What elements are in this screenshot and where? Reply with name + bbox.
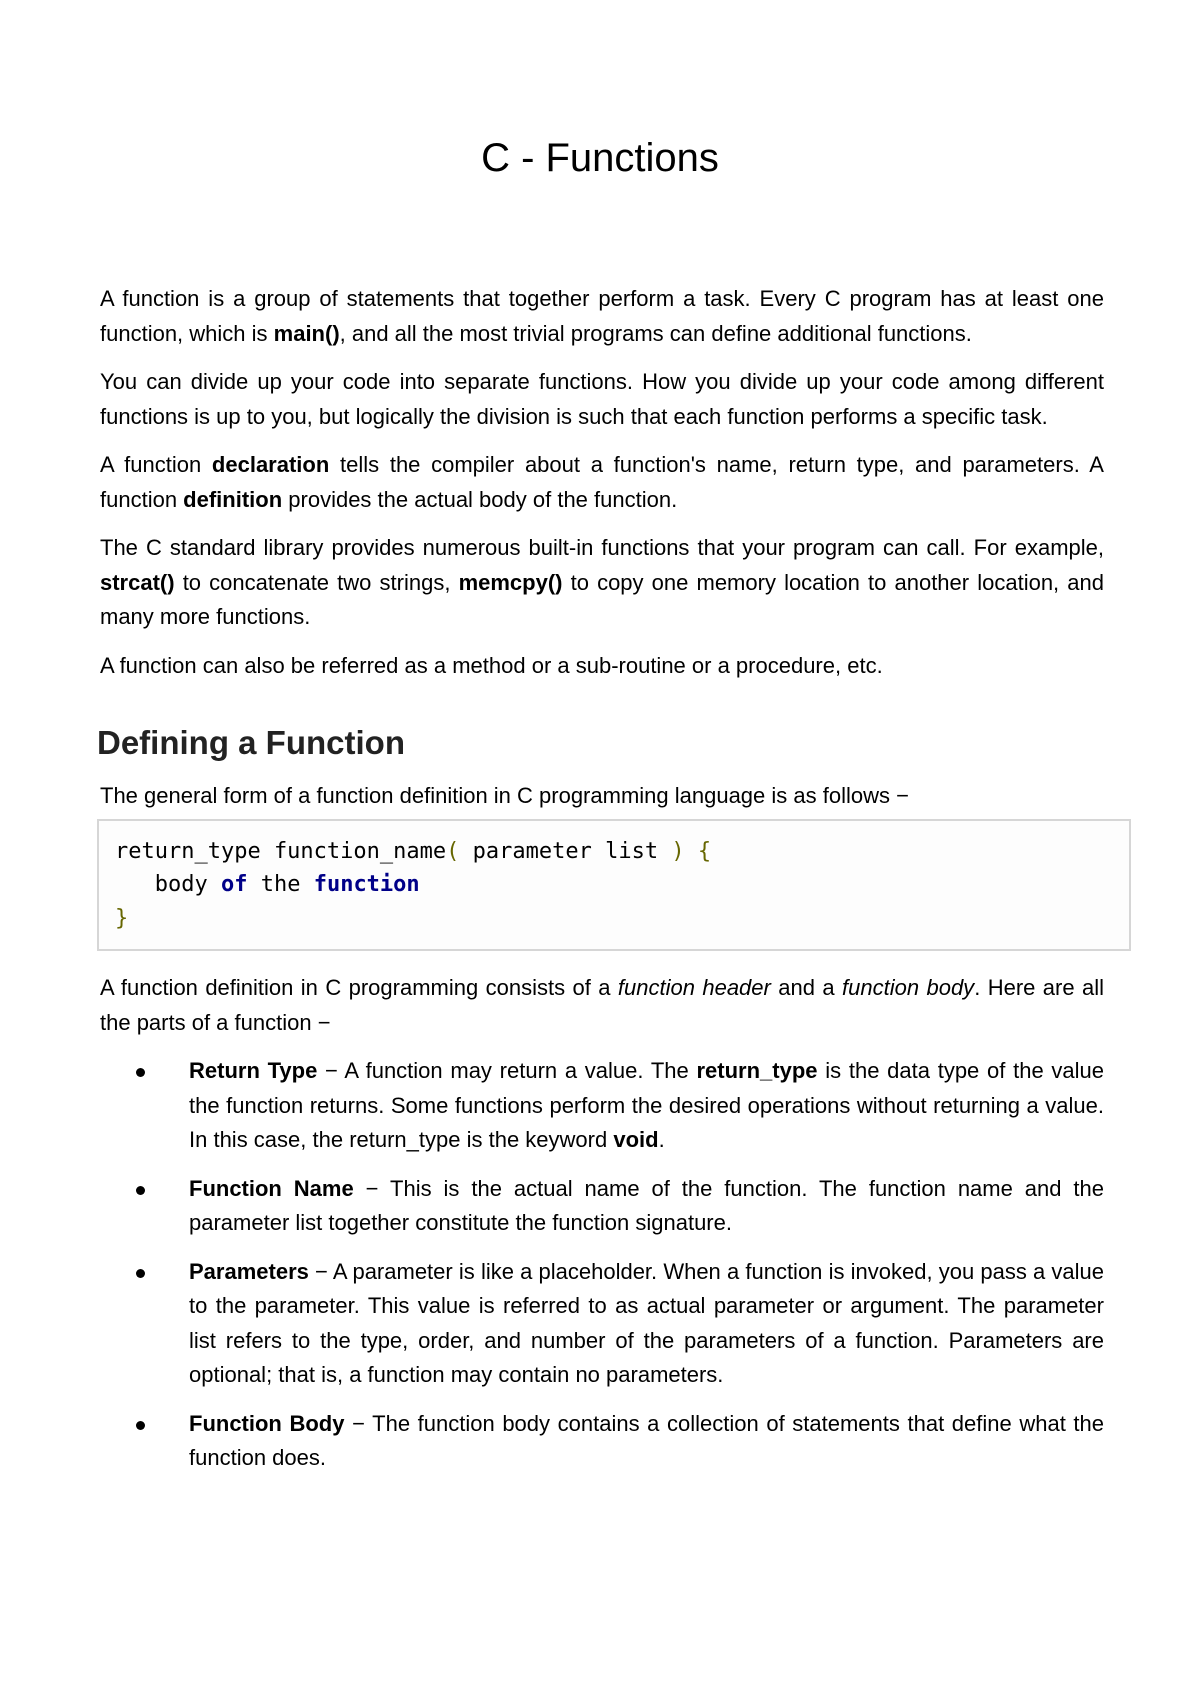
document-body [97, 282, 1105, 1490]
bold-term-strcat: strcat() [100, 569, 175, 595]
text-span: tells the compiler about a function's name, return type, and parameters. A function [100, 452, 1104, 512]
text-span: is the data type of the value the function returns. Some functions perform the desired operations without returning a value. In this case, the return_type is the keyword [189, 1058, 1104, 1152]
section-heading-defining-function: Defining a Function [97, 724, 405, 761]
paragraph-standard-library [100, 531, 1104, 635]
function-parts-list [100, 1054, 1104, 1476]
code-block [97, 819, 1131, 952]
text-span: provides the actual body of the function. [282, 486, 678, 512]
text-span: − A function may return a value. The [317, 1058, 697, 1083]
code-punct: ) [671, 838, 685, 864]
text-span: − This is the actual name of the function. The function name and the parameter list together constitute the function signature. [189, 1175, 1105, 1235]
text-span: A function [100, 452, 212, 477]
list-term: Return Type [189, 1058, 318, 1083]
paragraph-declaration [100, 448, 1104, 517]
text-span: . Here are all the parts of a function − [100, 975, 1105, 1035]
code-punct: } [115, 905, 129, 931]
paragraph-divide: You can divide up your code into separate functions. How you divide up your code among different functions is up to you, but logically the division is such that each function performs a specific task. [100, 369, 1104, 429]
text-span: , and all the most trivial programs can define additional functions. [339, 320, 972, 346]
text-span: . [658, 1127, 665, 1152]
code-punct: ( [446, 838, 460, 864]
text-span: to concatenate two strings, [174, 569, 459, 595]
italic-term-function-body: function body [842, 975, 975, 1000]
list-item-function-body [100, 1407, 1104, 1476]
text-span: A function is a group of statements that together perform a task. Every C program has at least one function, which is [100, 286, 1104, 346]
bullet-icon [136, 1269, 145, 1278]
list-item-return-type [100, 1054, 1104, 1158]
text-span: The C standard library provides numerous built-in functions that your program can call. For example, [100, 535, 1104, 560]
list-item-parameters [100, 1255, 1104, 1393]
bullet-icon [136, 1186, 145, 1195]
code-token: the [247, 872, 314, 897]
text-span: and a [770, 975, 843, 1000]
page-title: C - Functions [481, 136, 719, 180]
bold-term-declaration: declaration [211, 452, 330, 477]
code-keyword: function [313, 872, 420, 897]
bold-term-memcpy: memcpy() [458, 569, 563, 595]
bold-term-return-type: return_type [696, 1058, 818, 1083]
text-span: A function definition in C programming consists of a [100, 975, 618, 1000]
list-term: Function Body [189, 1410, 345, 1436]
text-span: − The function body contains a collection of statements that define what the function does. [189, 1410, 1104, 1470]
italic-term-function-header: function header [617, 975, 771, 1000]
list-term: Parameters [189, 1258, 309, 1284]
list-term: Function Name [189, 1175, 354, 1201]
paragraph-intro [100, 282, 1104, 351]
section-intro: The general form of a function definition in C programming language is as follows − [100, 783, 909, 808]
bullet-icon [136, 1068, 145, 1077]
bold-term-void: void [613, 1127, 659, 1152]
paragraph-method: A function can also be referred as a method or a sub-routine or a procedure, etc. [100, 652, 883, 678]
bold-term-definition: definition [183, 486, 283, 512]
code-token [685, 839, 698, 864]
text-span: − A parameter is like a placeholder. When a function is invoked, you pass a value to the parameter. This value is referred to as actual parameter or argument. The parameter list refers to the type, order, and number of the parameters of a function. Parameters are optional; that is, a function may contain no parameters. [189, 1258, 1104, 1387]
bold-term-main: main() [273, 320, 340, 346]
code-token: body [115, 872, 221, 897]
list-item-function-name [100, 1172, 1104, 1241]
code-token: parameter list [459, 838, 672, 864]
code-token: return_type function_name [115, 838, 447, 864]
paragraph-function-parts [100, 971, 1104, 1040]
code-keyword: of [220, 872, 248, 897]
text-span: to copy one memory location to another location, and many more functions. [100, 569, 1104, 629]
code-punct: { [697, 838, 712, 864]
bullet-icon [136, 1421, 145, 1430]
